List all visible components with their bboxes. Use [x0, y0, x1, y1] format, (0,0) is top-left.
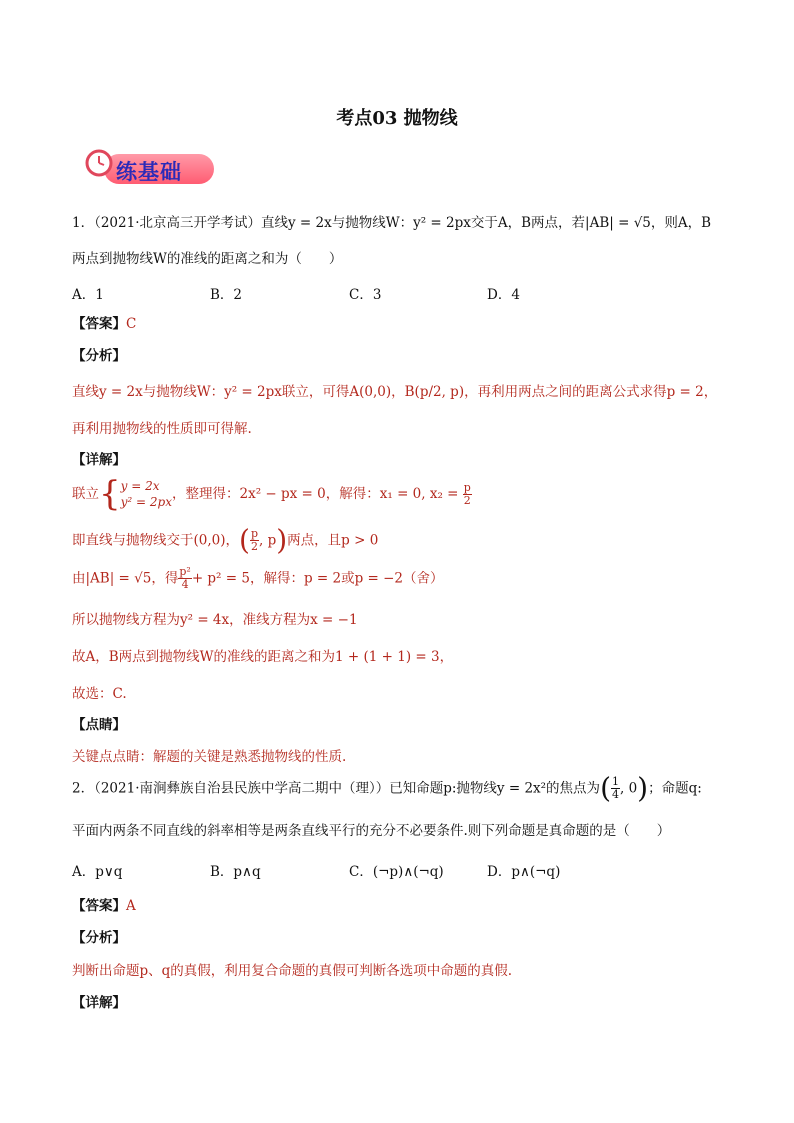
page-title: 考点03 抛物线 [336, 108, 458, 129]
section-badge [84, 150, 220, 188]
detail2-mid: , p [259, 532, 277, 549]
q2-answer-row [72, 897, 136, 915]
q2-option-b: B．p∧q [210, 864, 261, 880]
frac-num: p [463, 480, 471, 494]
q1-detail-line1: 联立{ y = 2x y² = 2px ，整理得：2x² − px = 0，解得：x₁ = 0, x₂ = $\frac{p}{2}$ [72, 474, 471, 514]
frac-den: 4 [181, 578, 189, 591]
detail3-prefix: 由|AB| = √5，得 [72, 570, 179, 587]
badge-label-bg [104, 154, 214, 184]
detail-label: 【详解】 [72, 995, 126, 1011]
q2-line1-prefix: 2．（2021·南涧彝族自治县民族中学高二期中（理））已知命题p:抛物线y = 2x²的焦点为 [72, 780, 601, 797]
q1-detail-line6: 故选：C. [72, 686, 127, 702]
q1-analysis-line1: 直线y = 2x与抛物线W：y² = 2px联立，可得A(0,0)，B(p/2, p)，再利用两点之间的距离公式求得p = 2， [72, 384, 718, 400]
q1-stem-line2: 两点到抛物线W的准线的距离之和为（ ） [72, 251, 343, 267]
q1-detail-line5: 故A，B两点到抛物线W的准线的距离之和为1 + (1 + 1) = 3， [72, 649, 454, 665]
fraction-p2-over-4 [178, 566, 191, 591]
q1-analysis-line2: 再利用抛物线的性质即可得解. [72, 421, 252, 437]
q2-stem-line1: 2．（2021·南涧彝族自治县民族中学高二期中（理））已知命题p:抛物线y = 2x²的焦点为( $\frac{1}{4}$ , 0)；命题q: [72, 771, 702, 805]
q2-option-d: D．p∧(¬q) [487, 864, 561, 880]
q2-stem-line2: 平面内两条不同直线的斜率相等是两条直线平行的充分不必要条件.则下列命题是真命题的是（ ） [72, 823, 671, 839]
detail2-suffix: 两点，且p > 0 [287, 532, 379, 549]
q2-line1-suffix: ；命题q: [648, 780, 702, 797]
detail-label: 【详解】 [72, 452, 126, 468]
badge-label: 练基础 [116, 160, 182, 184]
q1-option-c: C．3 [349, 287, 382, 303]
q1-option-a: A．1 [72, 287, 104, 303]
frac-den: 2 [250, 540, 258, 553]
q2-line1-mid: , 0 [620, 780, 638, 797]
answer-value: A [126, 898, 136, 914]
q1-detail-line2: 即直线与抛物线交于(0,0)，( $\frac{p}{2}$ , p)两点，且p > 0 [72, 523, 379, 557]
system-eq2: y² = 2px [120, 495, 172, 509]
detail1-suffix: ，整理得：2x² − px = 0，解得：x₁ = 0, x₂ = [172, 486, 459, 502]
frac-den: 2 [463, 493, 471, 507]
q1-option-b: B．2 [210, 287, 243, 303]
q1-remark: 关键点点睛：解题的关键是熟悉抛物线的性质. [72, 749, 347, 765]
fraction-p-over-2b [250, 528, 259, 553]
analysis-label: 【分析】 [72, 348, 126, 364]
detail1-prefix: 联立 [72, 486, 99, 502]
frac-num: p² [179, 565, 191, 578]
q2-option-c: C．(¬p)∧(¬q) [349, 864, 444, 880]
q1-answer-row [72, 315, 136, 333]
q2-option-a: A．p∨q [72, 864, 123, 880]
answer-value: C [126, 316, 137, 332]
detail3-suffix: + p² = 5，解得：p = 2或p = −2（舍） [191, 570, 444, 587]
q1-detail-line3 [72, 566, 444, 596]
q1-detail-line4: 所以抛物线方程为y² = 4x，准线方程为x = −1 [72, 612, 358, 628]
answer-label: 【答案】 [72, 898, 126, 914]
q1-option-d: D．4 [487, 287, 520, 303]
remark-label: 【点睛】 [72, 717, 126, 733]
answer-label: 【答案】 [72, 316, 126, 332]
frac-num: 1 [612, 775, 619, 788]
frac-num: p [250, 527, 258, 540]
frac-den: 4 [612, 788, 619, 801]
q1-stem-line1: 1．（2021·北京高三开学考试）直线y = 2x与抛物线W：y² = 2px交于A，B两点，若|AB| = √5，则A，B [72, 215, 712, 231]
detail2-prefix: 即直线与抛物线交于(0,0)， [72, 532, 240, 549]
system-eq1: y = 2x [120, 479, 160, 493]
clock-icon [84, 148, 114, 178]
fraction-p-over-2 [463, 482, 472, 507]
equation-system [121, 478, 172, 510]
q2-analysis: 判断出命题p、q的真假，利用复合命题的真假可判断各选项中命题的真假. [72, 963, 513, 979]
analysis-label: 【分析】 [72, 930, 126, 946]
fraction-1-over-4 [611, 776, 620, 801]
